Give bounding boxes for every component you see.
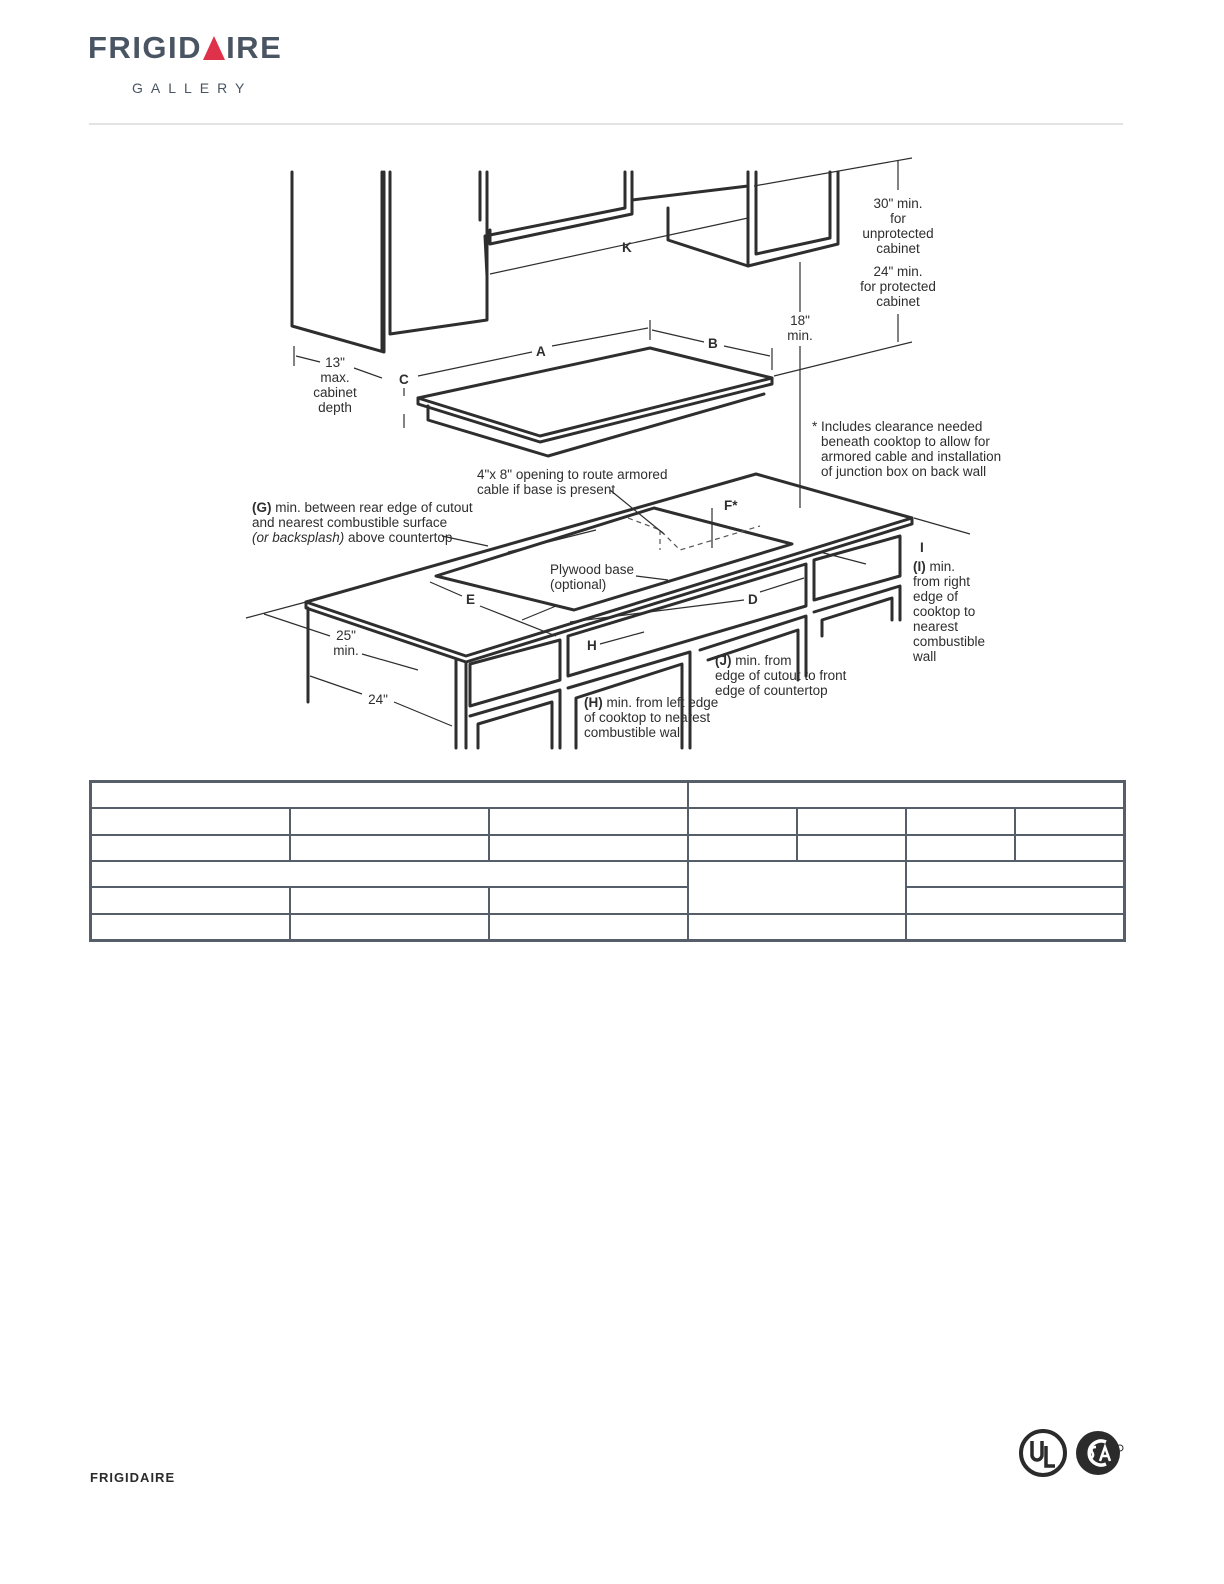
table-cell <box>906 887 1125 913</box>
i-line2: from right <box>913 574 971 589</box>
plywood-line2: (optional) <box>550 577 607 592</box>
plywood-line1: Plywood base <box>550 562 635 577</box>
label-k: K <box>622 240 632 255</box>
table-row <box>91 861 1125 887</box>
upper-cabinets <box>292 172 838 352</box>
csa-certification-icon <box>1074 1428 1124 1478</box>
note-line2: beneath cooktop to allow for <box>821 434 990 449</box>
table-cell <box>91 835 290 861</box>
label-a: A <box>536 344 546 359</box>
table-cell <box>906 861 1125 887</box>
i-line5: nearest <box>913 619 959 634</box>
note-line1: * Includes clearance needed <box>812 419 983 434</box>
label-f: F* <box>724 498 738 513</box>
table-cell <box>797 808 906 834</box>
opening-line1: 4"x 8" opening to route armored <box>477 467 668 482</box>
table-cell <box>91 861 688 887</box>
label-h: H <box>587 638 597 653</box>
depth-line4: depth <box>318 400 352 415</box>
table-cell <box>1015 808 1125 834</box>
note-line3: armored cable and installation <box>821 449 1002 464</box>
table-cell <box>489 914 688 941</box>
ul-certification-icon <box>1018 1428 1068 1478</box>
table-cell <box>489 887 688 913</box>
clearance-30-line1: 30" min. <box>873 196 923 211</box>
table-row <box>91 914 1125 941</box>
table-cell <box>290 835 489 861</box>
frigidaire-gallery-logo: FRIGID IRE <box>88 30 283 65</box>
clearance-30-line2: for <box>890 211 906 226</box>
table-cell <box>1015 835 1125 861</box>
table-cell <box>290 914 489 941</box>
width-24: 24" <box>368 692 388 707</box>
i-line1: (I) min. <box>913 559 956 574</box>
table-cell <box>489 835 688 861</box>
clearance-24-line3: cabinet <box>876 294 920 309</box>
clearance-24-line2: for protected <box>860 279 936 294</box>
brand-header <box>88 30 298 100</box>
table-cell <box>290 808 489 834</box>
j-line2: edge of cutout to front <box>715 668 847 683</box>
i-line3: edge of <box>913 589 959 604</box>
footer-frigidaire-logo: FRIGIDAIRE <box>90 1470 176 1485</box>
logo-triangle-icon <box>203 36 225 60</box>
j-line3: edge of countertop <box>715 683 828 698</box>
table-cell <box>688 808 797 834</box>
table-cell <box>91 782 688 809</box>
header-divider <box>89 123 1123 125</box>
clearance-18-line1: 18" <box>790 313 810 328</box>
dimensions-table <box>89 780 1126 942</box>
table-cell <box>91 808 290 834</box>
logo-subtitle: GALLERY <box>132 80 253 96</box>
clearance-30-line3: unprotected <box>862 226 934 241</box>
label-d: D <box>748 592 758 607</box>
cooktop <box>418 348 772 456</box>
table-cell <box>906 914 1125 941</box>
h-line2: of cooktop to nearest <box>584 710 711 725</box>
label-b: B <box>708 336 718 351</box>
table-row <box>91 808 1125 834</box>
g-line1: (G) min. between rear edge of cutout <box>252 500 473 515</box>
depth-line1: 13" <box>325 355 345 370</box>
i-line7: wall <box>913 649 937 664</box>
table-cell <box>906 835 1015 861</box>
h-line1: (H) min. from left edge <box>584 695 719 710</box>
label-e: E <box>466 592 476 607</box>
min25-line2: min. <box>333 643 359 658</box>
depth-line3: cabinet <box>313 385 357 400</box>
table-cell <box>91 887 290 913</box>
j-line1: (J) min. from <box>715 653 792 668</box>
label-c: C <box>399 372 409 387</box>
table-row <box>91 887 1125 913</box>
table-cell <box>688 914 906 941</box>
table-cell <box>688 782 1125 809</box>
table-row <box>91 782 1125 809</box>
clearance-30-line4: cabinet <box>876 241 920 256</box>
i-line4: cooktop to <box>913 604 976 619</box>
table-cell <box>290 887 489 913</box>
clearance-24-line1: 24" min. <box>873 264 923 279</box>
table-cell <box>688 835 797 861</box>
label-i: I <box>920 540 924 555</box>
depth-line2: max. <box>320 370 350 385</box>
note-line4: of junction box on back wall <box>821 464 987 479</box>
h-line3: combustible wall <box>584 725 684 740</box>
installation-diagram <box>0 140 1224 760</box>
i-line6: combustible <box>913 634 986 649</box>
opening-line2: cable if base is present <box>477 482 616 497</box>
table-cell <box>797 835 906 861</box>
table-cell <box>906 808 1015 834</box>
table-row <box>91 835 1125 861</box>
table-cell <box>489 808 688 834</box>
clearance-18-line2: min. <box>787 328 813 343</box>
dimension-lines <box>294 158 912 508</box>
table-cell <box>91 914 290 941</box>
g-line2: and nearest combustible surface <box>252 515 448 530</box>
table-cell <box>688 861 906 914</box>
g-line3: (or backsplash) above countertop <box>252 530 453 545</box>
min25-line1: 25" <box>336 628 356 643</box>
